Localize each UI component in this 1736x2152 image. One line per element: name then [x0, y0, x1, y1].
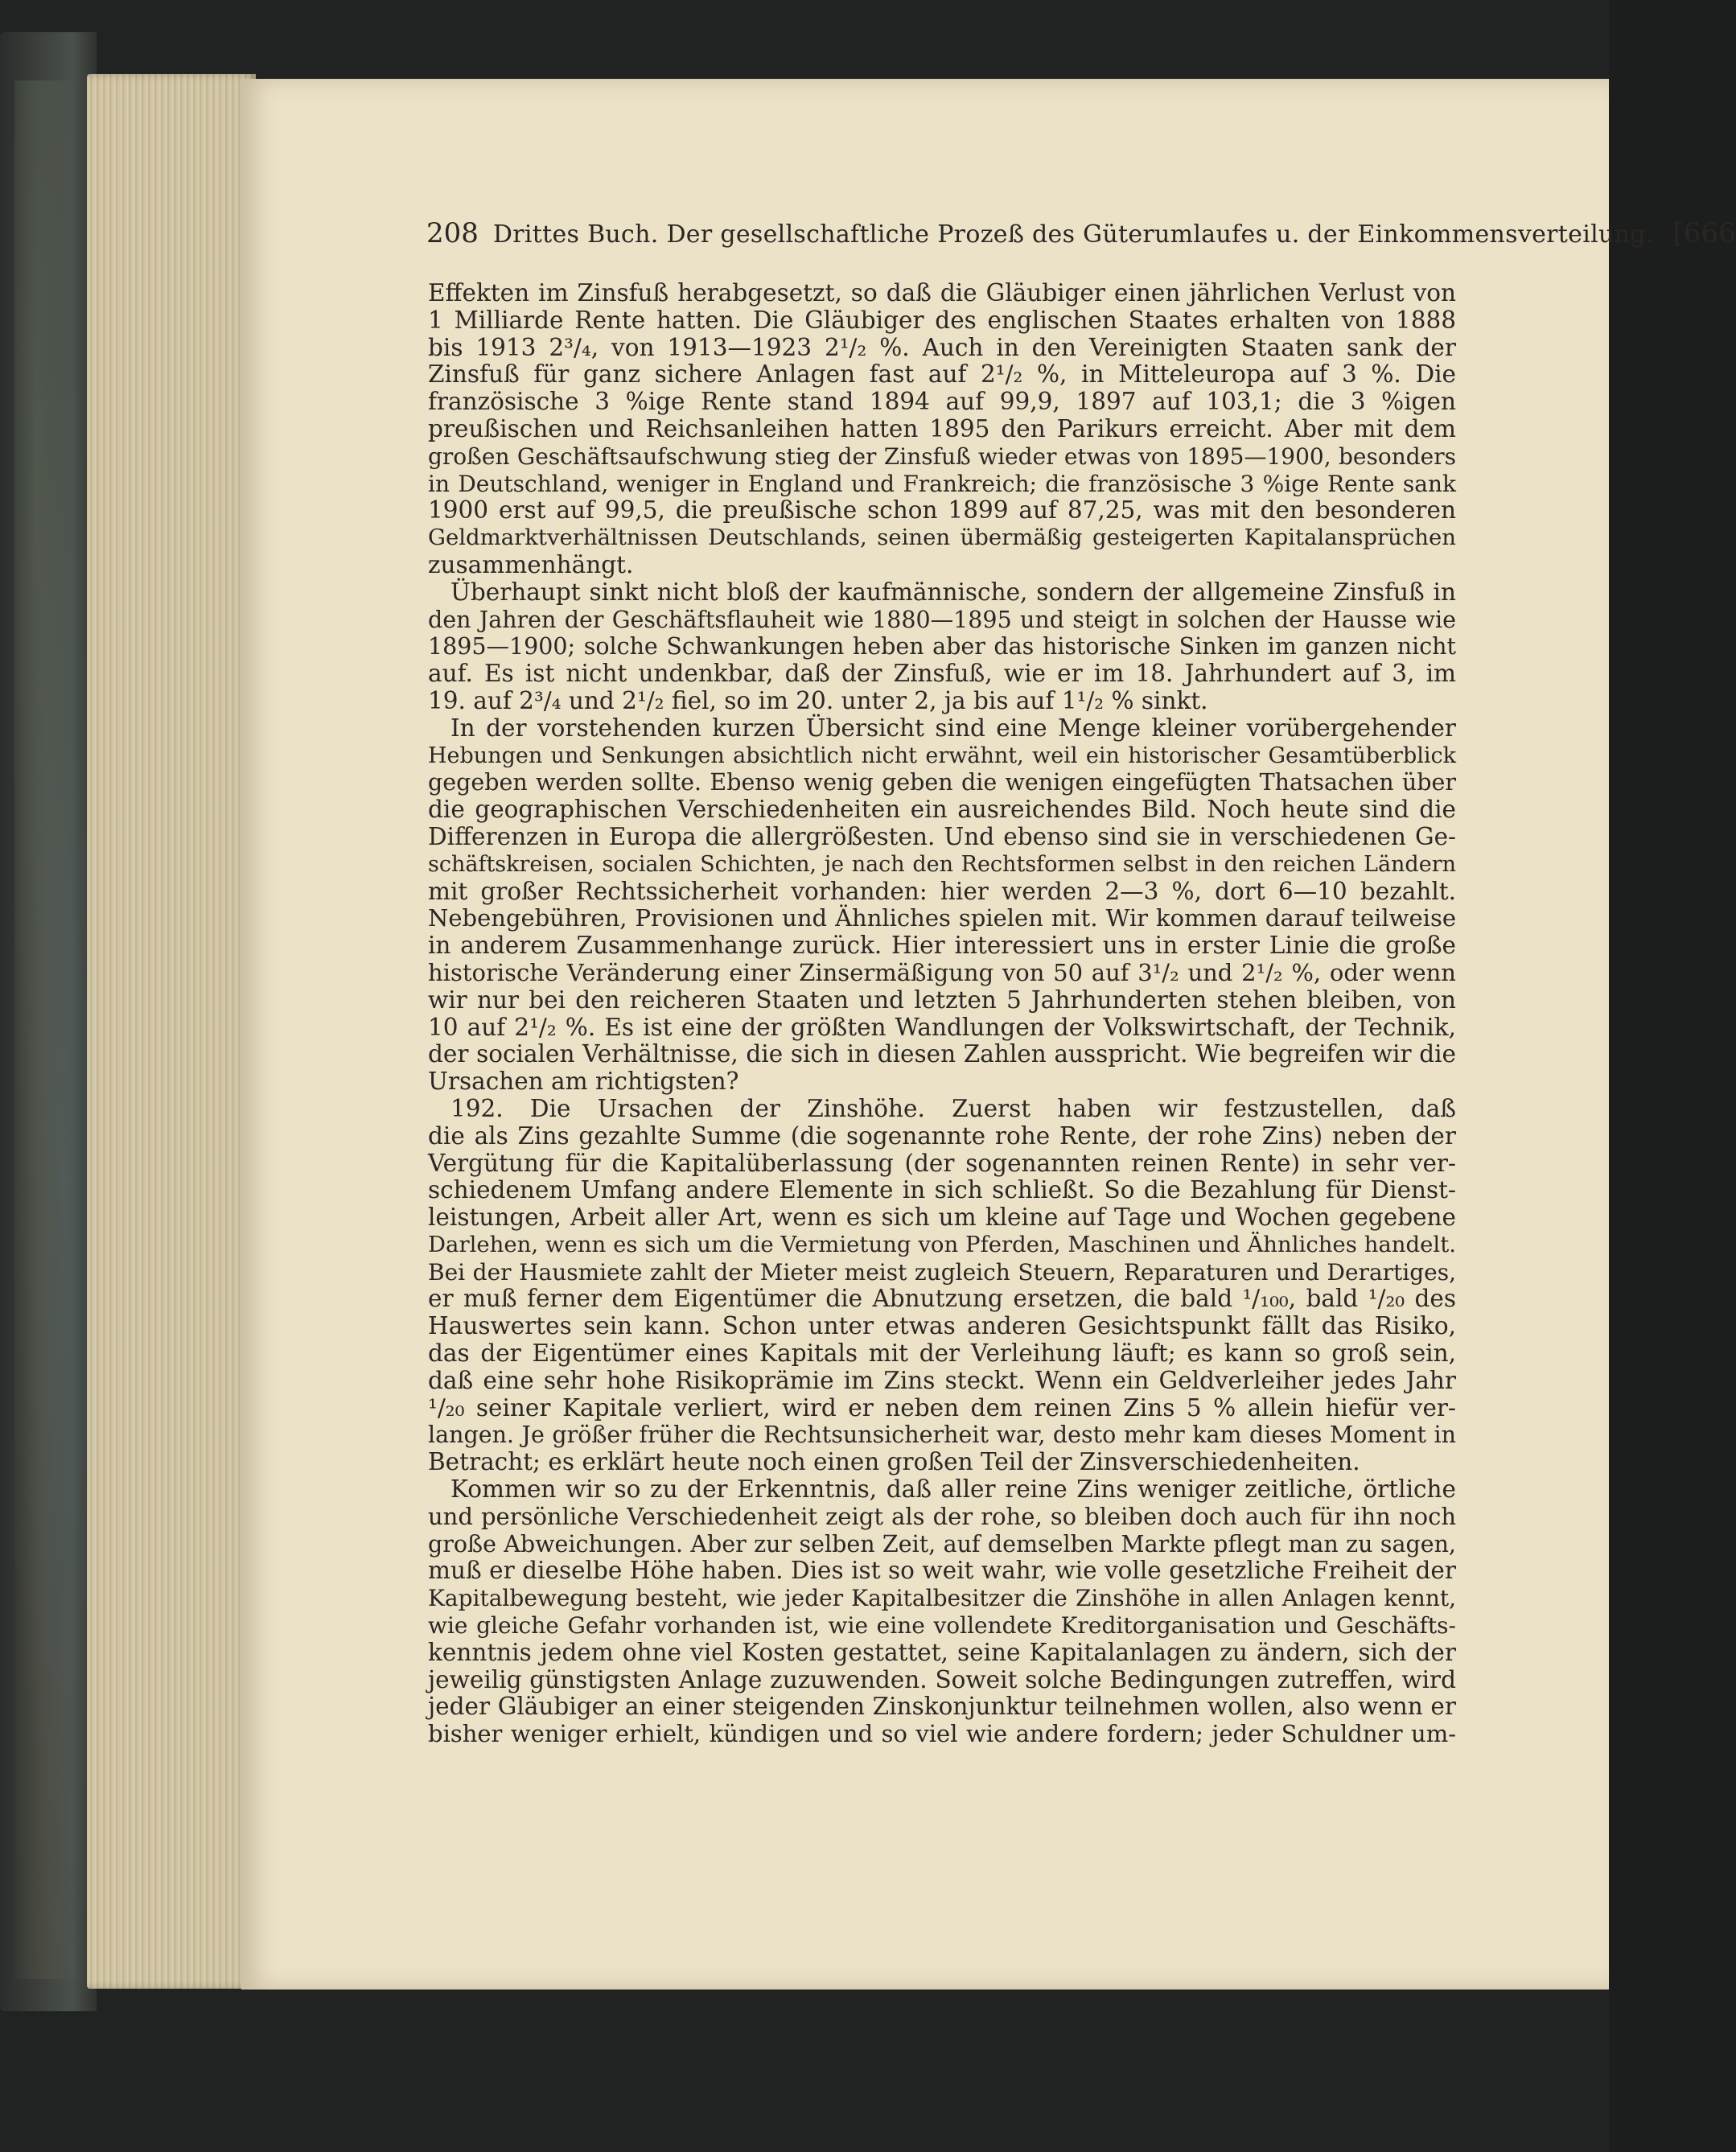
text-line: auf. Es ist nicht undenkbar, daß der Zinsfuß, wie er im 18. Jahrhundert auf 3, im — [428, 660, 1456, 688]
text-line: die als Zins gezahlte Summe (die sogenannte rohe Rente, der rohe Zins) neben der — [428, 1121, 1456, 1150]
text-line: den Jahren der Geschäftsflauheit wie 1880—1895 und steigt in solchen der Hausse wie — [428, 606, 1456, 633]
text-line: Überhaupt sinkt nicht bloß der kaufmännische, sondern der allgemeine Zinsfuß in — [450, 578, 1456, 606]
text-line: 1895—1900; solche Schwankungen heben aber das historische Sinken im ganzen nicht — [428, 633, 1456, 660]
text-line: französische 3 %ige Rente stand 1894 auf 99,9, 1897 auf 103,1; die 3 %igen — [428, 388, 1456, 416]
running-title: Drittes Buch. Der gesellschaftliche Prozeß des Güterumlaufes u. der Einkommensverteilung. — [492, 220, 1654, 249]
text-line: jeweilig günstigsten Anlage zuzuwenden. Soweit solche Bedingungen zutreffen, wird — [428, 1665, 1456, 1693]
marbled-cover-pattern — [14, 80, 87, 1979]
text-line: historische Veränderung einer Zinsermäßigung von 50 auf 3¹/₂ und 2¹/₂ %, oder wenn — [428, 958, 1456, 986]
text-line: Nebengebühren, Provisionen und Ähnliches spielen mit. Wir kommen darauf teilweise — [428, 904, 1456, 932]
text-line: Effekten im Zinsfuß herabgesetzt, so daß die Gläubiger einen jährlichen Verlust von — [428, 279, 1456, 307]
text-line: Bei der Hausmiete zahlt der Mieter meist zugleich Steuern, Reparaturen und Derartiges, — [428, 1258, 1456, 1286]
book-cover-edge — [0, 32, 97, 2011]
text-line: wir nur bei den reicheren Staaten und letzten 5 Jahrhunderten stehen bleiben, von — [428, 985, 1456, 1014]
body-text — [428, 280, 1456, 1748]
text-line: und persönliche Verschiedenheit zeigt als der rohe, so bleiben doch auch für ihn noch — [428, 1502, 1456, 1530]
text-line: jeder Gläubiger an einer steigenden Zinskonjunktur teilnehmen wollen, also wenn er — [428, 1693, 1456, 1721]
text-line: die geographischen Verschiedenheiten ein ausreichendes Bild. Noch heute sind die — [428, 796, 1456, 824]
text-line: 10 auf 2¹/₂ %. Es ist eine der größten Wandlungen der Volkswirtschaft, der Technik, — [428, 1013, 1456, 1041]
text-line: In der vorstehenden kurzen Übersicht sind eine Menge kleiner vorübergehender — [450, 714, 1456, 742]
text-line: Zinsfuß für ganz sichere Anlagen fast auf 2¹/₂ %, in Mitteleuropa auf 3 %. Die — [428, 360, 1456, 389]
text-line: Kapitalbewegung besteht, wie jeder Kapitalbesitzer die Zinshöhe in allen Anlagen kennt, — [428, 1585, 1456, 1612]
text-line: leistungen, Arbeit aller Art, wenn es sich um kleine auf Tage und Wochen gegebene — [428, 1204, 1456, 1232]
text-line: Darlehen, wenn es sich um die Vermietung von Pferden, Maschinen und Ähnliches handelt. — [428, 1231, 1456, 1257]
text-line: zusammenhängt. — [428, 550, 634, 578]
text-line: schiedenem Umfang andere Elemente in sich schließt. So die Bezahlung für Dienst- — [428, 1176, 1456, 1204]
text-line: ¹/₂₀ seiner Kapitale verliert, wird er neben dem reinen Zins 5 % allein hiefür ver- — [428, 1393, 1456, 1422]
text-line: in anderem Zusammenhange zurück. Hier interessiert uns in erster Linie die große — [428, 932, 1456, 960]
text-line: daß eine sehr hohe Risikoprämie im Zins steckt. Wenn ein Geldverleiher jedes Jahr — [428, 1366, 1456, 1394]
text-line: mit großer Rechtssicherheit vorhanden: hier werden 2—3 %, dort 6—10 bezahlt. — [428, 877, 1456, 905]
text-line: wie gleiche Gefahr vorhanden ist, wie eine vollendete Kreditorganisation und Geschäfts- — [428, 1612, 1456, 1640]
text-line: Geldmarktverhältnissen Deutschlands, seinen übermäßig gesteigerten Kapitalansprüchen — [428, 525, 1456, 551]
text-line: schäftskreisen, socialen Schichten, je nach den Rechtsformen selbst in den reichen Ländern — [428, 851, 1456, 877]
text-line: langen. Je größer früher die Rechtsunsicherheit war, desto mehr kam dieses Moment in — [428, 1422, 1456, 1449]
text-line: das der Eigentümer eines Kapitals mit der Verleihung läuft; es kann so groß sein, — [428, 1339, 1456, 1368]
page-stack-edges — [87, 74, 256, 1989]
page-number: 208 — [426, 217, 479, 249]
text-line: bis 1913 2³/₄, von 1913—1923 2¹/₂ %. Auch in den Vereinigten Staaten sank der — [428, 333, 1456, 361]
text-line: in Deutschland, weniger in England und Frankreich; die französische 3 %ige Rente sank — [428, 470, 1456, 497]
text-line: muß er dieselbe Höhe haben. Dies ist so weit wahr, wie volle gesetzliche Freiheit der — [428, 1557, 1456, 1585]
text-line: kenntnis jedem ohne viel Kosten gestattet, seine Kapitalanlagen zu ändern, sich der — [428, 1638, 1456, 1666]
text-line: großen Geschäftsaufschwung stieg der Zinsfuß wieder etwas von 1895—1900, besonders — [428, 442, 1456, 470]
text-line: gegeben werden sollte. Ebenso wenig geben die wenigen eingefügten Thatsachen über — [428, 769, 1456, 796]
text-line: er muß ferner dem Eigentümer die Abnutzung ersetzen, die bald ¹/₁₀₀, bald ¹/₂₀ des — [428, 1285, 1456, 1313]
text-line: große Abweichungen. Aber zur selben Zeit, auf demselben Markte pflegt man zu sagen, — [428, 1530, 1456, 1557]
text-line: Hebungen und Senkungen absichtlich nicht erwähnt, weil ein historischer Gesamtüberblick — [428, 743, 1456, 768]
text-line: 192. Die Ursachen der Zinshöhe. Zuerst haben wir festzustellen, daß — [450, 1094, 1456, 1122]
text-line: Differenzen in Europa die allergrößesten. Und ebenso sind sie in verschiedenen Ge- — [428, 822, 1456, 850]
section-reference: [666 — [1672, 217, 1736, 249]
text-line: 1900 erst auf 99,5, die preußische schon 1899 auf 87,25, was mit den besonderen — [428, 496, 1456, 525]
text-line: Hauswertes sein kann. Schon unter etwas anderen Gesichtspunkt fällt das Risiko, — [428, 1312, 1456, 1340]
text-line: Ursachen am richtigsten? — [428, 1068, 739, 1096]
text-line: 19. auf 2³/₄ und 2¹/₂ fiel, so im 20. unter 2, ja bis auf 1¹/₂ % sinkt. — [428, 686, 1208, 714]
text-line: Kommen wir so zu der Erkenntnis, daß aller reine Zins weniger zeitliche, örtliche — [450, 1475, 1456, 1504]
text-line: 1 Milliarde Rente hatten. Die Gläubiger des englischen Staates erhalten von 1888 — [428, 306, 1456, 334]
text-line: Vergütung für die Kapitalüberlassung (der sogenannten reinen Rente) in sehr ver- — [428, 1149, 1456, 1177]
text-line: Betracht; es erklärt heute noch einen großen Teil der Zinsverschiedenheiten. — [428, 1448, 1360, 1476]
text-line: preußischen und Reichsanleihen hatten 1895 den Parikurs erreicht. Aber mit dem — [428, 414, 1456, 442]
text-line: bisher weniger erhielt, kündigen und so viel wie andere fordern; jeder Schuldner um- — [428, 1720, 1456, 1748]
running-header — [426, 217, 1736, 265]
text-line: der socialen Verhältnisse, die sich in diesen Zahlen ausspricht. Wie begreifen wir die — [428, 1040, 1456, 1068]
